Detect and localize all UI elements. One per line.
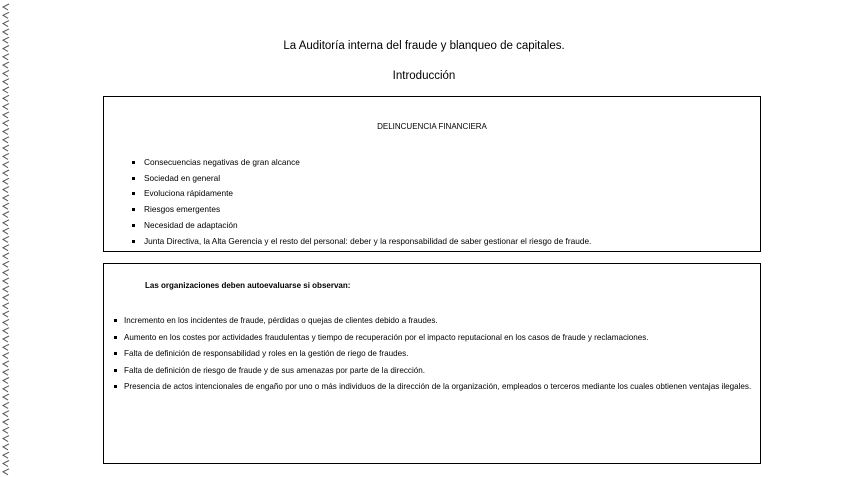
spiral-loop: [3, 369, 9, 375]
spiral-loop: [3, 253, 9, 259]
list-item: Aumento en los costes por actividades fraudulentas y tiempo de recuperación por el impacto reputacional en los casos de fraude y reclamaciones.: [124, 333, 754, 343]
spiral-loop: [3, 170, 9, 176]
spiral-loop: [3, 187, 9, 193]
spiral-loop: [3, 319, 9, 325]
spiral-loop: [3, 311, 9, 317]
list-item: Presencia de actos intencionales de engaño por uno o más individuos de la dirección de la organización, empleados o terceros mediante los cuales obtienen ventajas ilegales.: [124, 382, 754, 392]
spiral-loop: [3, 220, 9, 226]
spiral-loop: [3, 386, 9, 392]
spiral-loop: [3, 295, 9, 301]
spiral-loop: [3, 378, 9, 384]
self-assessment-box: [103, 263, 761, 464]
spiral-loop: [3, 236, 9, 242]
spiral-loop: [3, 112, 9, 118]
spiral-loop: [3, 153, 9, 159]
spiral-loop: [3, 469, 9, 475]
spiral-loop: [3, 212, 9, 218]
spiral-loop: [3, 104, 9, 110]
list-item: Incremento en los incidentes de fraude, pérdidas o quejas de clientes debido a fraudes.: [124, 316, 754, 326]
self-assessment-heading: Las organizaciones deben autoevaluarse si observan:: [145, 281, 351, 290]
list-item: Sociedad en general: [144, 171, 591, 187]
spiral-loop: [3, 303, 9, 309]
spiral-loop: [3, 203, 9, 209]
spiral-loop: [3, 137, 9, 143]
spiral-loop: [3, 444, 9, 450]
spiral-loop: [3, 162, 9, 168]
spiral-loop: [3, 361, 9, 367]
list-item: Necesidad de adaptación: [144, 218, 591, 234]
spiral-loop: [3, 261, 9, 267]
list-item: Falta de definición de riesgo de fraude y de sus amenazas por parte de la dirección.: [124, 366, 754, 376]
list-item: Junta Directiva, la Alta Gerencia y el resto del personal: deber y la responsabilidad de saber gestionar el riesgo de fraude.: [144, 234, 591, 250]
spiral-loop: [3, 452, 9, 458]
spiral-loop: [3, 328, 9, 334]
spiral-loop: [3, 427, 9, 433]
spiral-loop: [3, 344, 9, 350]
list-item: Falta de definición de responsabilidad y roles en la gestión de riego de fraudes.: [124, 349, 754, 359]
spiral-loop: [3, 394, 9, 400]
spiral-loop: [3, 286, 9, 292]
spiral-loop: [3, 195, 9, 201]
document-subtitle: Introducción: [392, 70, 456, 82]
document-title: La Auditoría interna del fraude y blanqueo de capitales.: [283, 40, 565, 52]
spiral-loop: [3, 178, 9, 184]
spiral-loop: [3, 336, 9, 342]
financial-crime-box: [103, 96, 761, 252]
financial-crime-heading: DELINCUENCIA FINANCIERA: [377, 122, 487, 131]
spiral-loop: [3, 461, 9, 467]
spiral-loop: [3, 270, 9, 276]
spiral-loop: [3, 129, 9, 135]
list-item: Evoluciona rápidamente: [144, 186, 591, 202]
spiral-loop: [3, 145, 9, 151]
spiral-loop: [3, 54, 9, 60]
financial-crime-list: [144, 155, 591, 249]
spiral-loop: [3, 228, 9, 234]
spiral-loop: [3, 436, 9, 442]
spiral-loop: [3, 95, 9, 101]
spiral-loop: [3, 62, 9, 68]
list-item: Riesgos emergentes: [144, 202, 591, 218]
spiral-loop: [3, 353, 9, 359]
spiral-loop: [3, 87, 9, 93]
spiral-loop: [3, 419, 9, 425]
spiral-loop: [3, 120, 9, 126]
spiral-loop: [3, 411, 9, 417]
list-item: Consecuencias negativas de gran alcance: [144, 155, 591, 171]
spiral-loop: [3, 21, 9, 27]
spiral-loop: [3, 245, 9, 251]
self-assessment-list: [124, 316, 754, 399]
spiral-loop: [3, 4, 9, 10]
spiral-loop: [3, 12, 9, 18]
spiral-loop: [3, 278, 9, 284]
spiral-loop: [3, 402, 9, 408]
spiral-loop: [3, 29, 9, 35]
